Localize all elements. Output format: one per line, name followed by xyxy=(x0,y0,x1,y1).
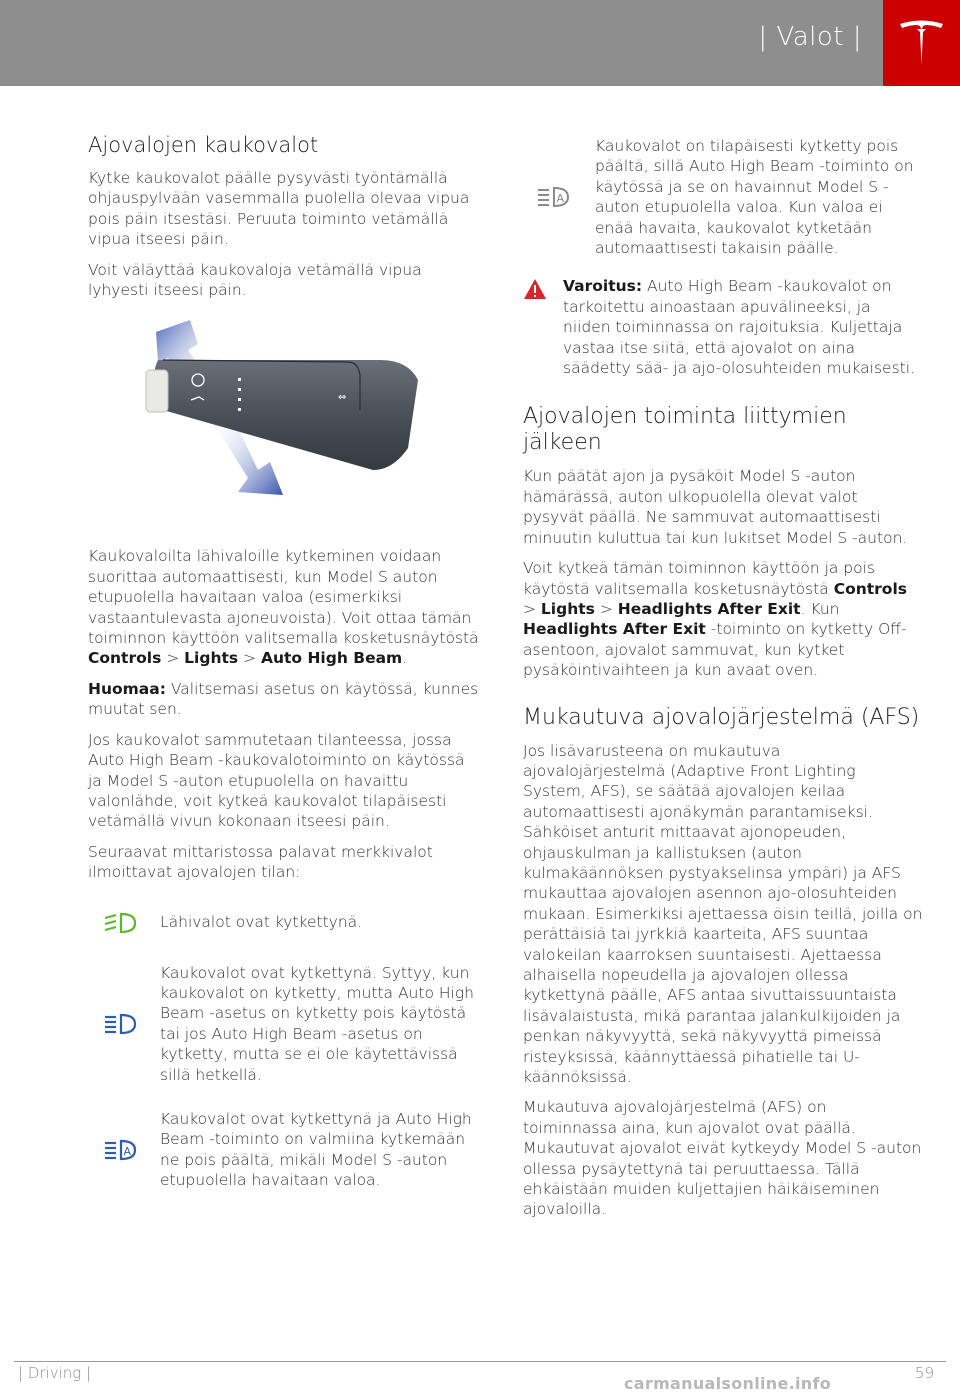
warning-box xyxy=(523,276,923,378)
indicator-row xyxy=(523,136,923,258)
paragraph: Mukautuva ajovalojärjestelmä (AFS) on toiminnassa aina, kun ajovalot ovat päällä. Mukautuvat ajovalot eivät kytkeydy Model S -auton ollessa pysäytettynä tai peruuttaessa. Tällä ehkäistään muiden kuljettajien häikäiseminen ajovaloilla. xyxy=(523,1098,922,1219)
heading-high-beams: Ajovalojen kaukovalot xyxy=(88,133,319,157)
text: > xyxy=(523,599,541,618)
watermark: carmanualsonline.info xyxy=(624,1374,832,1393)
menu-path-lights: Lights xyxy=(184,649,239,668)
indicator-text: Lähivalot ovat kytkettynä. xyxy=(160,913,363,932)
heading-afs: Mukautuva ajovalojärjestelmä (AFS) xyxy=(523,704,920,730)
text: -toiminto on kytketty Off-asentoon, ajovalot sammuvat, kun kytket pysäköintivaihteen ja kun avaat oven. xyxy=(523,620,907,680)
indicator-row xyxy=(88,911,483,935)
svg-text:A: A xyxy=(123,1144,132,1158)
high-beam-icon xyxy=(88,1012,160,1036)
text: Auto High Beam -kaukovalot on tarkoitettu ainoastaan apuvälineeksi, ja niiden toiminnassa on rajoituksia. Kuljettaja vastaa itse siitä, että ajovalot on aina säädetty sää- ja ajo-olosuhteiden mukaisesti. xyxy=(563,277,915,378)
setting-headlights-after-exit: Headlights After Exit xyxy=(523,620,706,639)
paragraph: Voit väläyttää kaukovaloja vetämällä vipua lyhyesti itseesi päin. xyxy=(88,260,422,300)
paragraph: Jos lisävarusteena on mukautuva ajovalojärjestelmä (Adaptive Front Lighting System, AFS), se säätää ajovalojen keilaa automaattisesti ajonäkymän parantamiseksi. Sähköiset anturit mittaavat ajonopeuden, ohjauskulman ja kallistuksen (auton kulmakäännöksen pystyakselinsa ympäri) ja AFS mukauttaa ajovalojen asennon ajo-olosuhteiden mukaan. Esimerkiksi ajettaessa öisin teillä, joilla on perättäisiä tai jyrkkiä kaarteita, AFS suuntaa valokeilan kaarroksen suuntaisesti. Ajettaessa alhaisella nopeudella ja ajovalojen ollessa kytkettynä päälle, AFS antaa sivuttaissuuntaista lisävalaistusta, mikä parantaa jalankulkijoiden ja penkan näkyvyyttä, sekä näkyvyyttä pimeissä risteyksissä, käännyttäessä pihatielle tai U-käännöksissä. xyxy=(523,741,923,1087)
menu-path-lights: Lights xyxy=(540,599,595,618)
text: > xyxy=(238,649,261,668)
indicator-text: Kaukovalot ovat kytkettynä ja Auto High Beam -toiminto on valmiina kytkemään ne pois päältä, mikäli Model S -auton etupuolella havaitaan valoa. xyxy=(160,1109,472,1190)
menu-path-headlights-after-exit: Headlights After Exit xyxy=(617,599,801,618)
indicator-list xyxy=(88,911,483,1191)
note xyxy=(88,679,483,720)
indicator-row xyxy=(88,963,483,1085)
stalk-illustration xyxy=(88,320,483,520)
warning-text xyxy=(563,276,923,378)
page-number: 59 xyxy=(914,1364,934,1382)
section-title: | Valot | xyxy=(758,22,862,52)
paragraph-auto-high-beam xyxy=(88,546,483,668)
heading-headlights-after-exit: Ajovalojen toiminta liittymien jälkeen xyxy=(523,404,847,456)
paragraph: Seuraavat mittaristossa palavat merkkivalot ilmoittavat ajovalojen tilan: xyxy=(88,842,433,882)
text: > xyxy=(161,649,185,668)
footer-divider xyxy=(14,1361,946,1362)
note-label: Huomaa: xyxy=(88,679,166,698)
menu-path-auto-high-beam: Auto High Beam xyxy=(260,649,403,668)
svg-text:⇔: ⇔ xyxy=(338,392,347,404)
menu-path-controls: Controls xyxy=(88,649,162,668)
paragraph: Jos kaukovalot sammutetaan tilanteessa, jossa Auto High Beam -kaukovalotoiminto on käytössä ja Model S -auton etupuolella on havaittu valonlähde, voit kytkeä kaukovalot tilapäisesti vetämällä vivun kokonaan itseesi päin. xyxy=(88,730,465,831)
paragraph-headlights-after-exit xyxy=(523,558,923,680)
indicator-row xyxy=(88,1109,483,1191)
menu-path-controls: Controls xyxy=(833,579,907,598)
text: > xyxy=(594,599,618,618)
page-header xyxy=(0,0,960,86)
auto-high-beam-off-icon xyxy=(523,185,595,209)
text: . xyxy=(402,649,408,668)
paragraph: Kun päätät ajon ja pysäköit Model S -auton hämärässä, auton ulkopuolella olevat valot pysyvät päällä. Ne sammuvat automaattisesti minuutin kuluttua tai kun lukitset Model S -auton. xyxy=(523,467,908,547)
text: Kaukovaloilta lähivaloille kytkeminen voidaan suorittaa automaattisesti, kun Model S auton etupuolella havaitaan valoa (esimerkiksi vastaantulevasta ajoneuvoista). Voit ottaa tämän toiminnon käyttöön valitsemalla kosketusnäytöstä xyxy=(88,547,479,648)
auto-high-beam-icon xyxy=(88,1138,160,1162)
turn-signal-stalk-image xyxy=(88,320,483,520)
text: Voit kytkeä tämän toiminnon käyttöön ja pois käytöstä valitsemalla kosketusnäytöstä xyxy=(523,559,876,598)
footer-section: | Driving | xyxy=(18,1364,92,1382)
warning-triangle-icon xyxy=(523,276,563,304)
low-beam-icon xyxy=(88,911,160,935)
indicator-text: Kaukovalot on tilapäisesti kytketty pois päältä, sillä Auto High Beam -toiminto on käytössä ja se on havainnut Model S -auton etupuolella valoa. Kun valoa ei enää havaita, kaukovalot kytketään automaattisesti takaisin päälle. xyxy=(595,137,914,258)
brand-logo xyxy=(883,0,960,86)
paragraph: Kytke kaukovalot päälle pysyvästi työntämällä ohjauspylvään vasemmalla puolella olevaa vipua pois päin itsestäsi. Peruuta toiminto vetämällä vipua itseesi päin. xyxy=(88,169,470,249)
text: . Kun xyxy=(800,599,840,618)
warning-label: Varoitus: xyxy=(563,277,643,296)
svg-text:A: A xyxy=(556,192,565,206)
tesla-logo-icon xyxy=(898,18,945,66)
right-column xyxy=(523,136,923,1230)
indicator-text: Kaukovalot ovat kytkettynä. Syttyy, kun kaukovalot on kytketty, mutta Auto High Beam -asetus on kytketty pois käytöstä tai jos Auto High Beam -asetus on kytketty, mutta se ei ole käytettävissä sillä hetkellä. xyxy=(160,963,474,1084)
note-text: Valitsemasi asetus on käytössä, kunnes muutat sen. xyxy=(88,679,479,719)
left-column xyxy=(88,132,483,1191)
